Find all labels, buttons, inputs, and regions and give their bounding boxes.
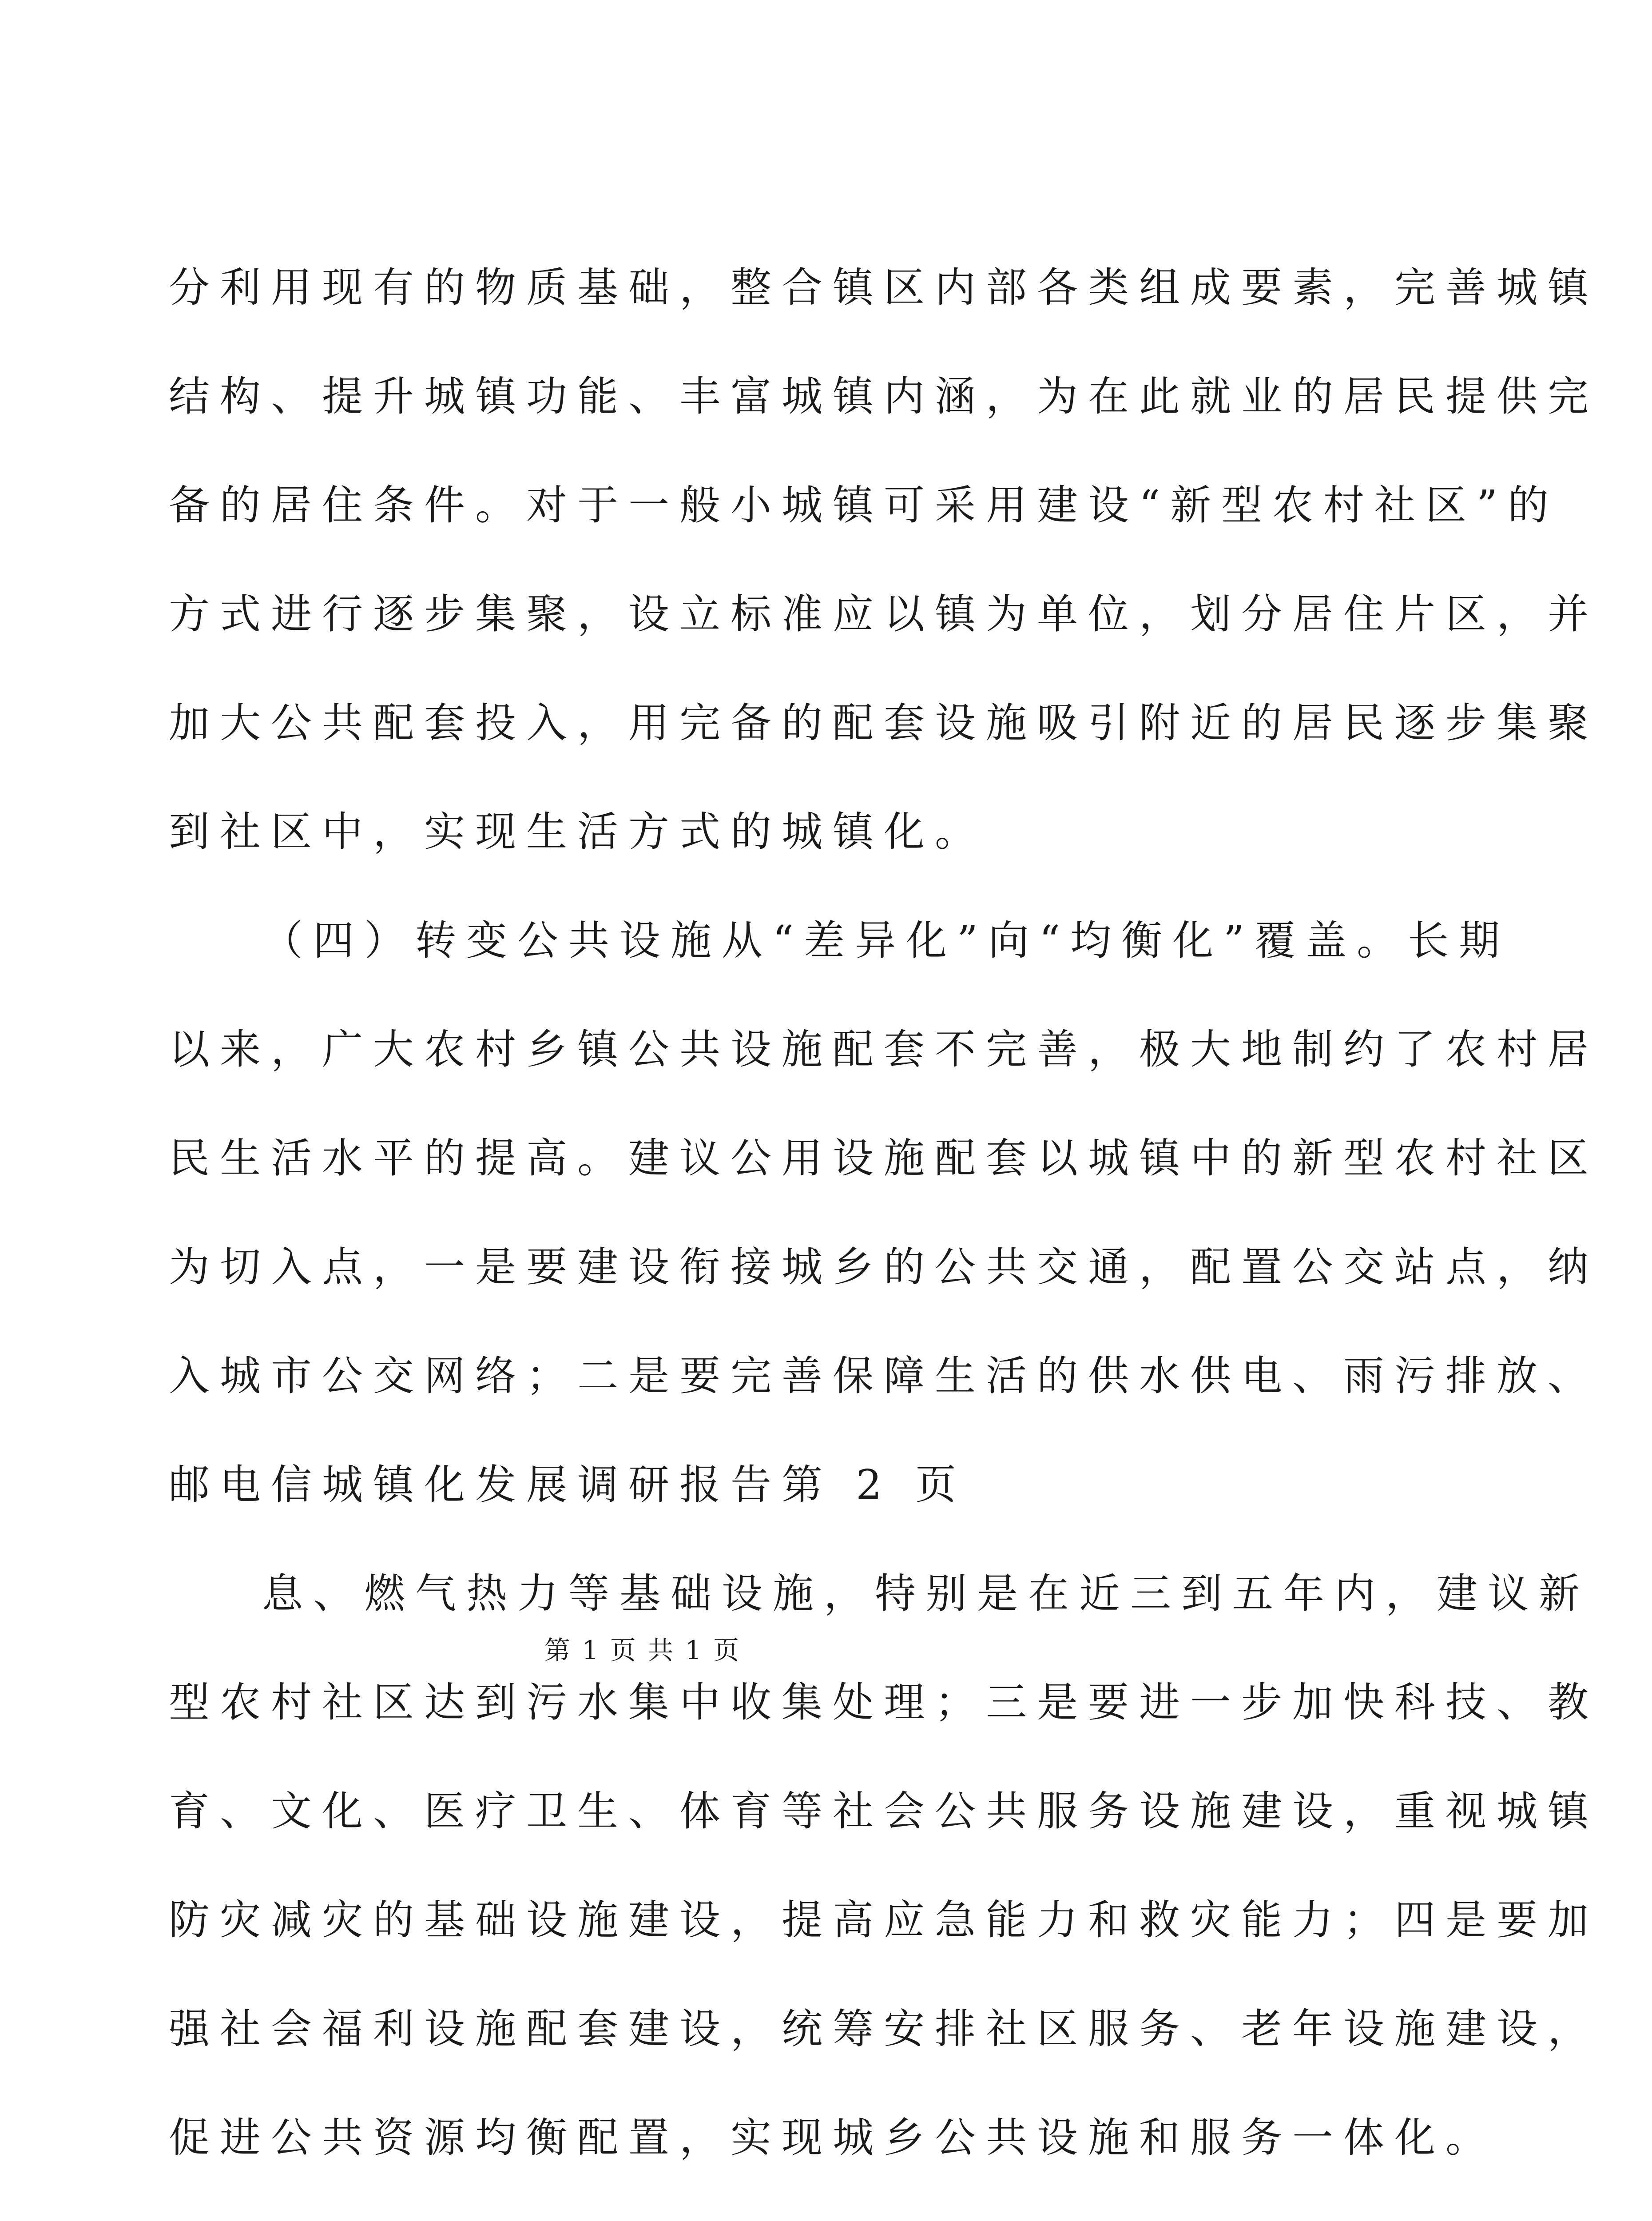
text-line: 结构、提升城镇功能、丰富城镇内涵，为在此就业的居民提供完 [169,373,1599,420]
text-line: 育、文化、医疗卫生、体育等社会公共服务设施建设，重视城镇 [169,1787,1599,1835]
text-line: 型农村社区达到污水集中收集处理；三是要进一步加快科技、教 [169,1679,1599,1726]
text-line: 分利用现有的物质基础，整合镇区内部各类组成要素，完善城镇 [169,264,1599,311]
text-line: 强社会福利设施配套建设，统筹安排社区服务、老年设施建设， [169,2005,1599,2053]
text-line: 息、燃气热力等基础设施，特别是在近三到五年内，建议新 [262,1570,1590,1617]
text-line: 民生活水平的提高。建议公用设施配套以城镇中的新型农村社区 [169,1134,1599,1182]
text-line: 加大公共配套投入，用完备的配套设施吸引附近的居民逐步集聚 [169,699,1599,747]
text-line: 以来，广大农村乡镇公共设施配套不完善，极大地制约了农村居 [169,1026,1599,1073]
text-line: （四）转变公共设施从“差异化”向“均衡化”覆盖。长期 [262,917,1510,964]
text-line: 防灾减灾的基础设施建设，提高应急能力和救灾能力；四是要加 [169,1896,1599,1944]
text-line: 为切入点，一是要建设衔接城乡的公共交通，配置公交站点，纳 [169,1243,1599,1291]
text-line: 入城市公交网络；二是要完善保障生活的供水供电、雨污排放、 [169,1352,1599,1400]
text-line [169,2192,1128,2221]
page-number-footer: 第 1 页 共 1 页 [544,1635,741,1665]
text-line: 促进公共资源均衡配置，实现城乡公共设施和服务一体化。 [169,2114,1497,2161]
text-line: 邮电信城镇化发展调研报告第 2 页 [169,1461,967,1509]
text-line: 方式进行逐步集聚，设立标准应以镇为单位，划分居住片区，并 [169,590,1599,638]
text-line: 到社区中，实现生活方式的城镇化。 [169,808,986,856]
document-body [169,233,1599,2221]
text-line: 备的居住条件。对于一般小城镇可采用建设“新型农村社区”的 [169,482,1559,529]
